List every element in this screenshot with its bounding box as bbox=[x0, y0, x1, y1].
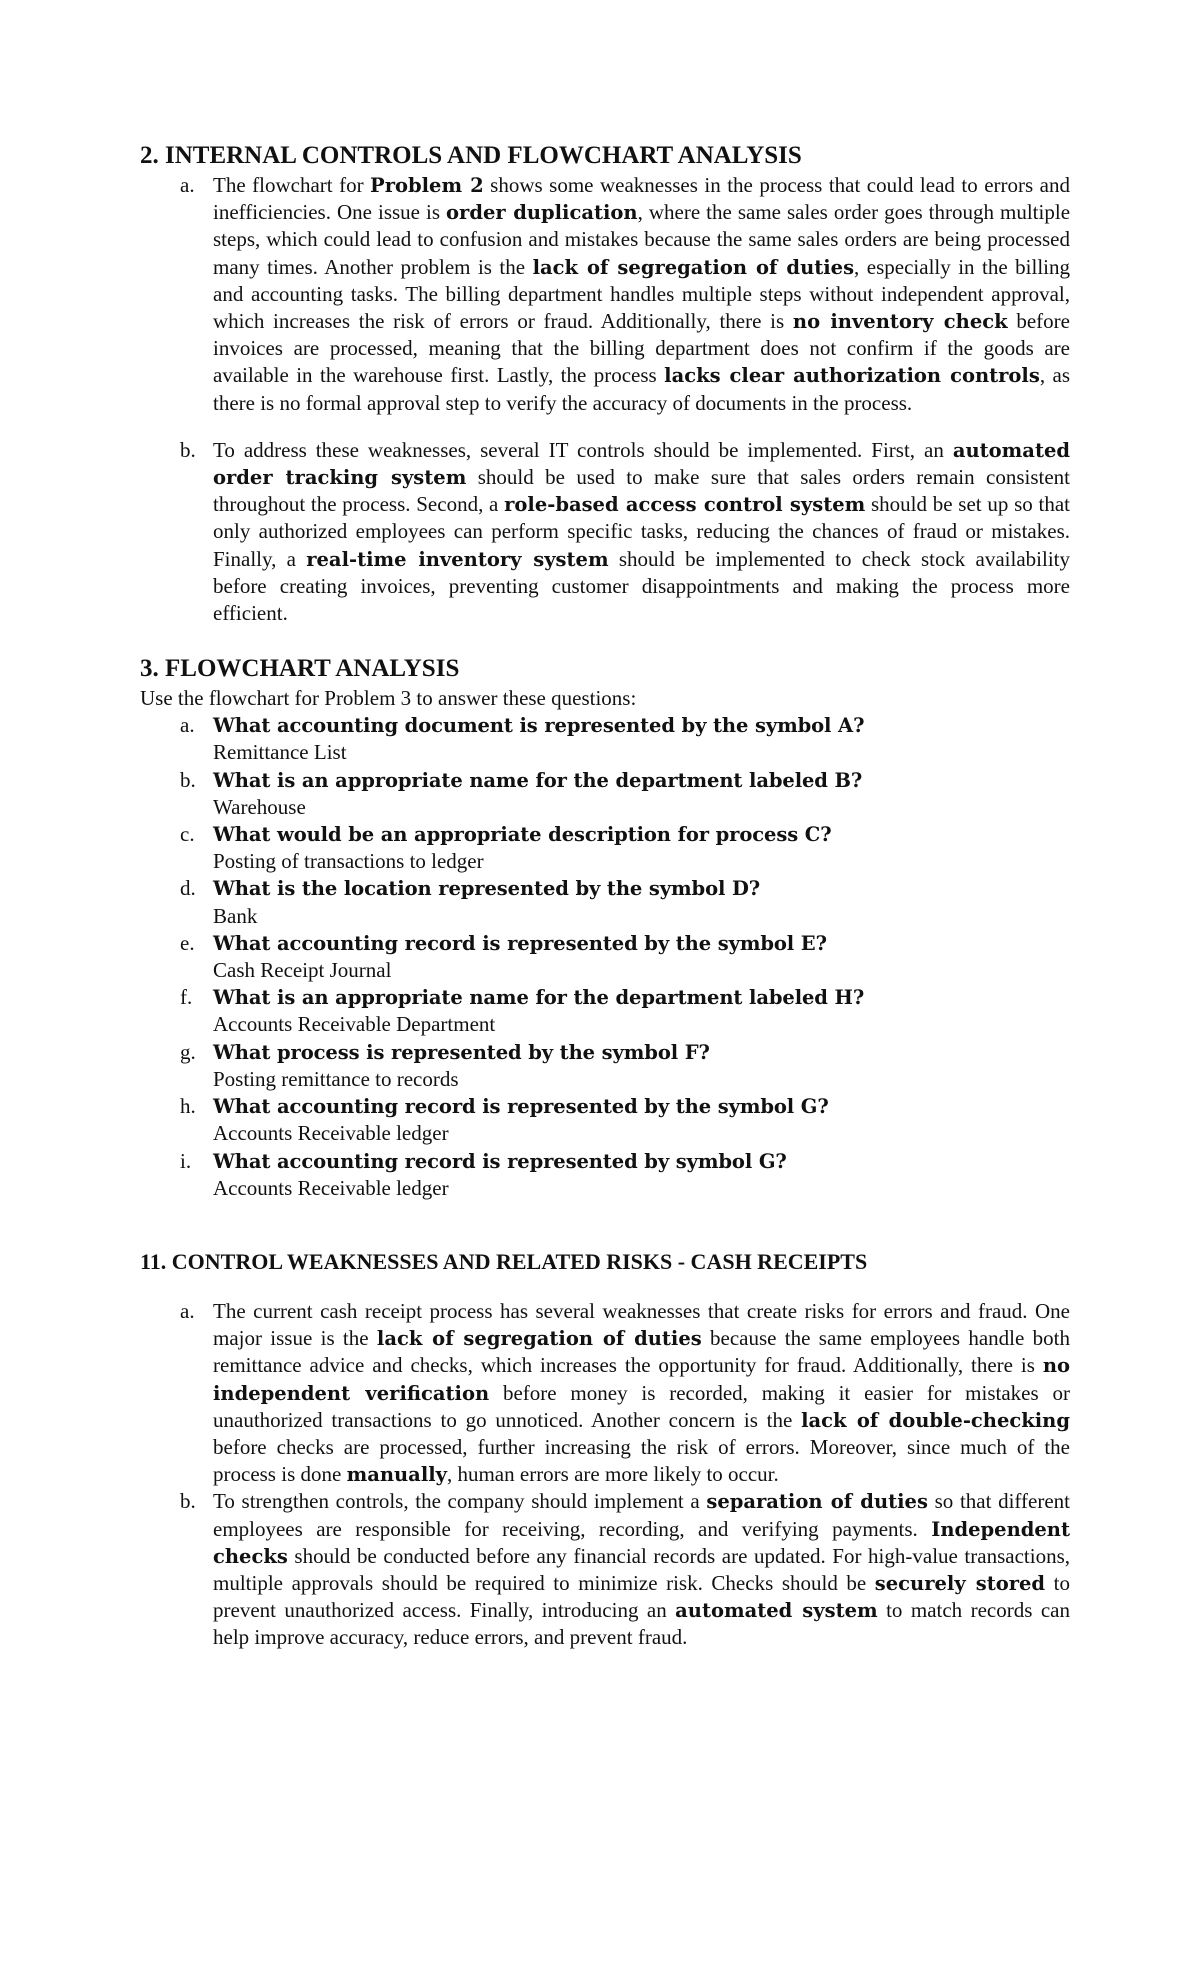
question-text: What accounting record is represented by the symbol E? bbox=[213, 931, 827, 955]
text-run: should be conducted before any financial records are updated. For high-value transactions, multiple approvals should be required to minimize risk. Checks should be bbox=[213, 1543, 1070, 1595]
spacer bbox=[140, 1202, 1070, 1246]
answer-text: Bank bbox=[213, 903, 258, 928]
bold-term: role-based access control system bbox=[504, 493, 866, 517]
item-label: i. bbox=[180, 1148, 192, 1173]
item-label: h. bbox=[180, 1094, 196, 1119]
section-3-intro: Use the flowchart for Problem 3 to answer these questions: bbox=[140, 686, 637, 711]
text-run: before checks are processed, further increasing the risk of errors. Moreover, since much of the process is done bbox=[213, 1434, 1070, 1487]
bold-term: Problem 2 bbox=[370, 174, 484, 197]
item-label: b. bbox=[180, 767, 196, 792]
text-run: , where the same sales order goes through multiple steps, which could lead to confusion and mistakes because the same sales orders are being processed many times. Another problem is the bbox=[213, 200, 1071, 279]
spacer bbox=[140, 1278, 1070, 1298]
item-label: g. bbox=[180, 1039, 196, 1064]
item-label: b. bbox=[180, 1489, 196, 1514]
question-item bbox=[140, 1039, 1070, 1093]
bold-term: separation of duties bbox=[706, 1490, 928, 1514]
text-run: To address these weaknesses, several IT controls should be implemented. First, an bbox=[213, 437, 953, 462]
answer-text: Remittance List bbox=[213, 740, 347, 765]
bold-term: Independent checks bbox=[213, 1517, 1070, 1568]
bold-term: real-time inventory system bbox=[306, 547, 609, 571]
bold-term: automated order tracking system bbox=[213, 438, 1070, 490]
section-11-item-a bbox=[140, 1298, 1070, 1488]
text-run: To strengthen controls, the company should implement a bbox=[213, 1489, 707, 1514]
text-run: should be used to make sure that sales orders remain consistent throughout the process. Second, a bbox=[213, 465, 1071, 517]
document-content bbox=[140, 140, 1070, 1652]
question-item bbox=[140, 984, 1070, 1038]
question-item bbox=[140, 767, 1070, 821]
text-run: because the same employees handle both remittance advice and checks, which increases the opportunity for fraud. Additionally, there is bbox=[213, 1326, 1070, 1378]
section-2-item-a bbox=[140, 172, 1070, 417]
question-list bbox=[140, 712, 1070, 1202]
question-text: What is the location represented by the symbol D? bbox=[213, 877, 761, 901]
bold-term: lack of segregation of duties bbox=[376, 1327, 702, 1351]
item-label: a. bbox=[180, 1298, 195, 1323]
question-text: What accounting record is represented by symbol G? bbox=[213, 1149, 787, 1173]
bold-term: no inventory check bbox=[792, 310, 1008, 334]
question-text: What accounting record is represented by the symbol G? bbox=[213, 1095, 829, 1119]
text-run: to prevent unauthorized access. Finally, introducing an bbox=[213, 1570, 1070, 1623]
spacer bbox=[140, 627, 1070, 653]
question-text: What is an appropriate name for the department labeled H? bbox=[213, 986, 865, 1010]
text-run: before invoices are processed, meaning that the billing department does not confirm if the goods are available in the warehouse first. Lastly, the process bbox=[213, 309, 1070, 388]
question-text: What is an appropriate name for the department labeled B? bbox=[213, 768, 863, 792]
bold-term: automated system bbox=[675, 1599, 878, 1623]
item-label: d. bbox=[180, 876, 196, 901]
text-run: shows some weaknesses in the process that could lead to errors and inefficiencies. One issue is bbox=[213, 173, 1070, 225]
section-11-item-b bbox=[140, 1488, 1070, 1651]
answer-text: Posting remittance to records bbox=[213, 1066, 459, 1091]
answer-text: Accounts Receivable ledger bbox=[213, 1175, 449, 1200]
question-item bbox=[140, 875, 1070, 929]
item-label: b. bbox=[180, 437, 196, 462]
question-text: What would be an appropriate description for process C? bbox=[213, 823, 832, 847]
text-run: The current cash receipt process has several weaknesses that create risks for errors and fraud. One major issue is the bbox=[213, 1298, 1070, 1351]
text-run: so that different employees are responsible for receiving, recording, and verifying payments. bbox=[213, 1489, 1071, 1541]
question-item bbox=[140, 821, 1070, 875]
text-run: The flowchart for bbox=[213, 173, 371, 197]
answer-text: Accounts Receivable Department bbox=[213, 1012, 496, 1037]
bold-term: lacks clear authorization controls bbox=[664, 364, 1040, 388]
bold-term: manually bbox=[346, 1463, 447, 1487]
bold-term: lack of double-checking bbox=[801, 1408, 1070, 1432]
bold-term: no independent verification bbox=[213, 1354, 1070, 1405]
section-11-heading: 11. CONTROL WEAKNESSES AND RELATED RISKS - CASH RECEIPTS bbox=[140, 1248, 868, 1274]
text-run: , especially in the billing and accounting tasks. The billing department handles multiple steps without independent approval, which increases the risk of errors or fraud. Additionally, there is bbox=[213, 254, 1070, 334]
text-run: should be implemented to check stock availability before creating invoices, preventing customer disappointments and making the process more efficient. bbox=[213, 546, 1070, 626]
question-text: What accounting document is represented by the symbol A? bbox=[213, 714, 865, 738]
item-label: c. bbox=[180, 822, 195, 847]
text-run: , human errors are more likely to occur. bbox=[446, 1462, 779, 1487]
item-label: a. bbox=[180, 713, 195, 738]
bold-term: order duplication bbox=[446, 201, 638, 225]
item-label: f. bbox=[180, 985, 193, 1010]
section-3-heading: 3. FLOWCHART ANALYSIS bbox=[140, 655, 460, 683]
question-item bbox=[140, 1093, 1070, 1147]
text-run: , as there is no formal approval step to verify the accuracy of documents in the process. bbox=[213, 363, 1070, 415]
text-run: to match records can help improve accuracy, reduce errors, and prevent fraud. bbox=[213, 1598, 1071, 1650]
question-item bbox=[140, 712, 1070, 766]
answer-text: Cash Receipt Journal bbox=[213, 958, 392, 983]
spacer bbox=[140, 417, 1070, 437]
text-run: before money is recorded, making it easier for mistakes or unauthorized transactions to go unnoticed. Another concern is the bbox=[213, 1380, 1070, 1432]
question-text: What process is represented by the symbol F? bbox=[213, 1040, 710, 1064]
bold-term: securely stored bbox=[874, 1571, 1046, 1595]
answer-text: Accounts Receivable ledger bbox=[213, 1121, 449, 1146]
question-item bbox=[140, 1148, 1070, 1202]
section-2-heading: 2. INTERNAL CONTROLS AND FLOWCHART ANALYSIS bbox=[140, 142, 802, 169]
answer-text: Posting of transactions to ledger bbox=[213, 849, 484, 874]
bold-term: lack of segregation of duties bbox=[532, 255, 855, 279]
answer-text: Warehouse bbox=[213, 794, 306, 819]
text-run: should be set up so that only authorized employees can perform specific tasks, reducing the chances of fraud or mistakes. Finally, a bbox=[213, 492, 1070, 571]
question-item bbox=[140, 930, 1070, 984]
section-2-item-b bbox=[140, 437, 1070, 627]
item-label: e. bbox=[180, 930, 195, 955]
item-label: a. bbox=[180, 173, 195, 197]
